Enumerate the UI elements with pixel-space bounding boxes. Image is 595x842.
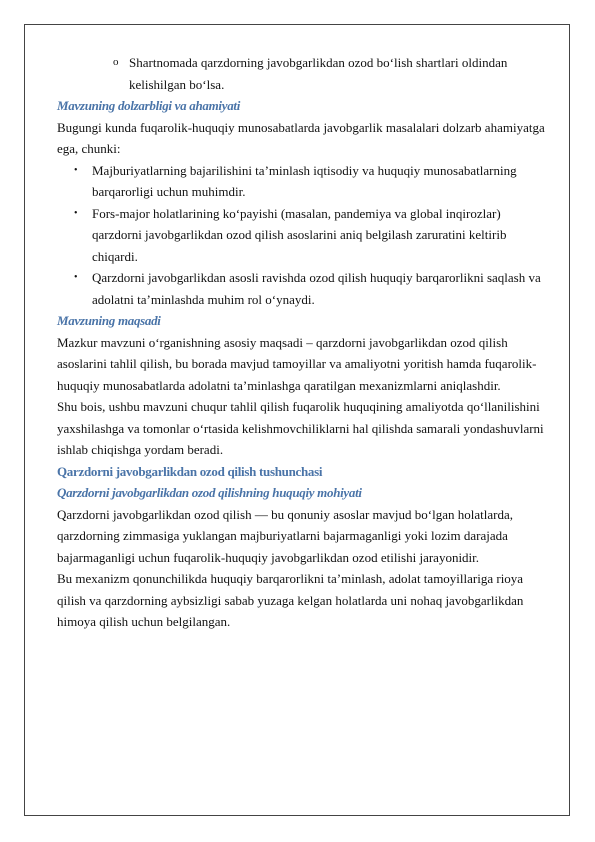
paragraph: Shu bois, ushbu mavzuni chuqur tahlil qilish fuqarolik huquqining amaliyotda qo‘llanilishini yaxshilashga va tomonlar o‘rtasida kelishmovchiliklarni hal qilishda samarali yondashuvlarni ishlab chiqishga yordam beradi. bbox=[57, 399, 544, 457]
bullet-icon: • bbox=[74, 207, 78, 219]
document-content bbox=[57, 52, 551, 633]
list-item bbox=[57, 203, 551, 268]
bullet-list bbox=[57, 160, 551, 311]
list-item-text: Shartnomada qarzdorning javobgarlikdan ozod bo‘lish shartlari oldindan kelishilgan bo‘lsa. bbox=[129, 55, 508, 92]
paragraph: Bu mexanizm qonunchilikda huquqiy barqarorlikni ta’minlash, adolat tamoyillariga rioya qilish va qarzdorning aybsizligi sabab yuzaga kelgan holatlarda uni nohaq javobgarlikdan himoya qilish uchun belgilangan. bbox=[57, 571, 524, 629]
bullet-icon: • bbox=[74, 164, 78, 176]
paragraph: Mazkur mavzuni o‘rganishning asosiy maqsadi – qarzdorni javobgarlikdan ozod qilish asoslarini tahlil qilish, bu borada mavjud tamoyillar va amaliyotni yoritish hamda fuqarolik-huquqiy munosabatlarda adolatni ta’minlashga qaratilgan mexanizmlarni aniqlashdir. bbox=[57, 334, 537, 393]
section-heading: Mavzuning dolzarbligi va ahamiyati bbox=[57, 98, 241, 113]
section-heading: Mavzuning maqsadi bbox=[57, 313, 161, 328]
paragraph: Bugungi kunda fuqarolik-huquqiy munosabatlarda javobgarlik masalalari dolzarb ahamiyatga ega, chunki: bbox=[57, 119, 545, 156]
circle-bullet-icon: o bbox=[113, 56, 119, 68]
paragraph: Qarzdorni javobgarlikdan ozod qilish — bu qonuniy asoslar mavjud bo‘lgan holatlarda, qarzdorning zimmasiga yuklangan majburiyatlarni bajarmaganligi yoki lozim darajada bajarmaganligi uchun fuqarolik-huquqiy javobgarlikdan ozod etilishi jarayonidir. bbox=[57, 506, 513, 565]
list-item bbox=[57, 52, 551, 95]
section-heading: Qarzdorni javobgarlikdan ozod qilish tushunchasi bbox=[57, 463, 323, 479]
subsection-heading: Qarzdorni javobgarlikdan ozod qilishning huquqiy mohiyati bbox=[57, 485, 362, 500]
list-item bbox=[57, 267, 551, 310]
list-item-text: Majburiyatlarning bajarilishini ta’minlash iqtisodiy va huquqiy munosabatlarning barqarorligi uchun muhimdir. bbox=[92, 162, 517, 199]
list-item bbox=[57, 160, 551, 203]
bullet-icon: • bbox=[74, 272, 78, 283]
list-item-text: Fors-major holatlarining ko‘payishi (masalan, pandemiya va global inqirozlar) qarzdorni javobgarlikdan ozod qilish asoslarini aniq belgilash zaruratini keltirib chiqardi. bbox=[92, 205, 507, 264]
list-item-text: Qarzdorni javobgarlikdan asosli ravishda ozod qilish huquqiy barqarorlikni saqlash va adolatni ta’minlashda muhim rol o‘ynaydi. bbox=[92, 270, 541, 307]
